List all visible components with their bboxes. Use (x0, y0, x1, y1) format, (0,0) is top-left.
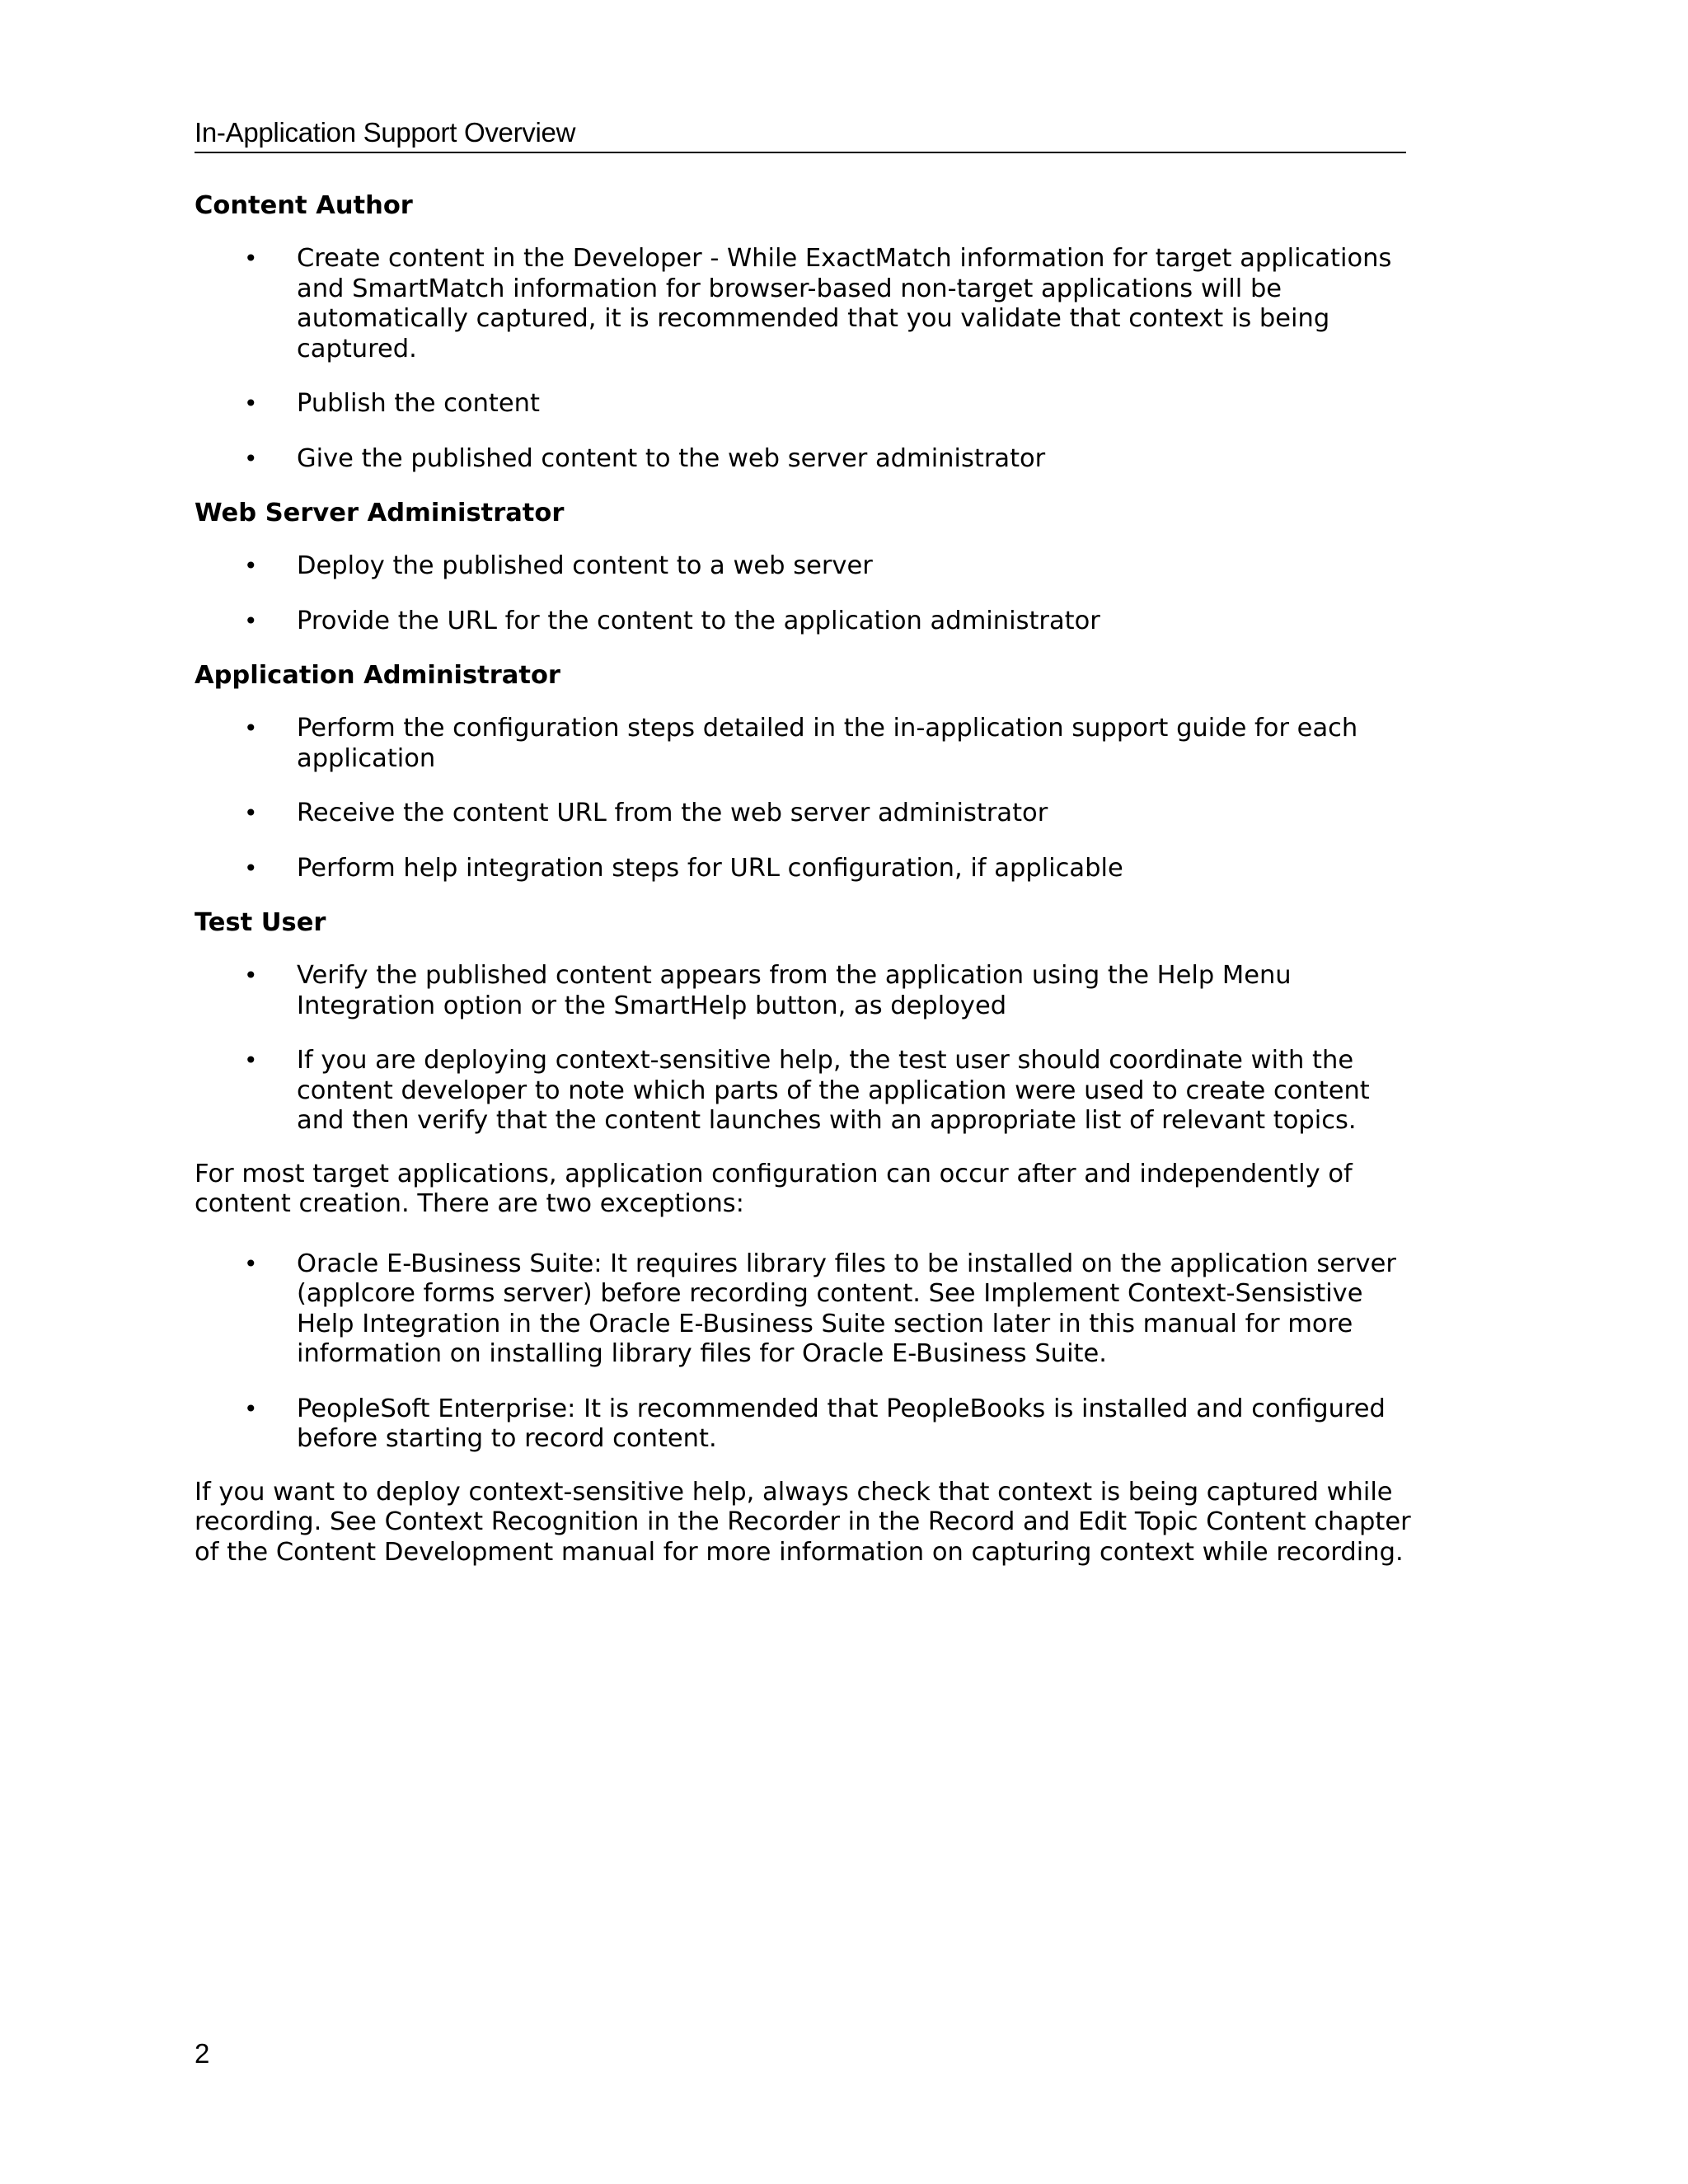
body-paragraph: If you want to deploy context-sensitive help, always check that context is being captured while recording. See Context Recognition in the Recorder in the Record and Edit Topic Content chapter of the Content Development manual for more information on capturing context while recording. (195, 1477, 1411, 1567)
bullet-icon: • (244, 962, 258, 989)
list-item (195, 444, 1414, 475)
bullet-icon: • (244, 245, 258, 272)
list-item-text: If you are deploying context-sensitive help, the test user should coordinate with the content developer to note which parts of the application were used to create content and then verify that the content launches with an appropriate list of relevant topics. (297, 1046, 1370, 1135)
list-item-text: Verify the published content appears from the application using the Help Menu Integration option or the SmartHelp button, as deployed (297, 961, 1292, 1020)
bullet-list (195, 551, 1414, 636)
list-item-text: Create content in the Developer - While ExactMatch information for target applications and SmartMatch information for browser-based non-target applications will be automatically captured, it is recommended that you validate that context is being captured. (297, 244, 1392, 363)
section-heading: Web Server Administrator (195, 499, 565, 527)
bullet-icon: • (244, 444, 258, 472)
list-item (195, 389, 1414, 419)
bullet-list (195, 961, 1414, 1137)
list-item (195, 551, 1414, 582)
bullet-icon: • (244, 1394, 258, 1422)
section-application-administrator (195, 661, 1414, 883)
list-item (195, 961, 1414, 1021)
list-item-text: Perform the configuration steps detailed in the in-application support guide for each application (297, 714, 1358, 773)
bullet-icon: • (244, 1047, 258, 1074)
page-number: 2 (195, 2038, 210, 2069)
list-item-text: Deploy the published content to a web server (297, 551, 873, 580)
list-item (195, 854, 1414, 884)
body-paragraph: For most target applications, application configuration can occur after and independently of content creation. There are two exceptions: (195, 1159, 1353, 1218)
bullet-icon: • (244, 390, 258, 417)
page-content (195, 191, 1414, 1597)
exceptions-list (195, 1249, 1414, 1455)
list-item (195, 1394, 1414, 1455)
bullet-icon: • (244, 715, 258, 742)
bullet-icon: • (244, 607, 258, 635)
bullet-list (195, 714, 1414, 883)
list-item-text: Perform help integration steps for URL configuration, if applicable (297, 853, 1123, 883)
section-test-user (195, 908, 1414, 1137)
list-item-text: Provide the URL for the content to the application administrator (297, 606, 1100, 635)
list-item (195, 714, 1414, 774)
section-heading: Test User (195, 908, 326, 937)
bullet-icon: • (244, 1249, 258, 1277)
bullet-icon: • (244, 799, 258, 827)
list-item (195, 799, 1414, 829)
section-heading: Application Administrator (195, 661, 560, 690)
list-item-text: Receive the content URL from the web server administrator (297, 799, 1048, 827)
list-item (195, 607, 1414, 637)
section-heading: Content Author (195, 191, 413, 220)
list-item-text: Publish the content (297, 389, 540, 418)
list-item-text: Give the published content to the web server administrator (297, 443, 1046, 473)
list-item-text: PeopleSoft Enterprise: It is recommended that PeopleBooks is installed and configured before starting to record content. (297, 1394, 1386, 1453)
list-item-text: Oracle E-Business Suite: It requires library files to be installed on the application server (applcore forms server) before recording content. See Implement Context-Sensistive Help Integration in the Oracle E-Business Suite section later in this manual for more information on installing library files for Oracle E-Business Suite. (297, 1249, 1396, 1368)
list-item (195, 1046, 1414, 1137)
section-web-server-administrator (195, 499, 1414, 636)
list-item (195, 1249, 1414, 1370)
bullet-icon: • (244, 552, 258, 579)
list-item (195, 244, 1414, 364)
section-content-author (195, 191, 1414, 474)
running-header: In-Application Support Overview (195, 114, 1406, 153)
bullet-list (195, 244, 1414, 474)
bullet-icon: • (244, 854, 258, 882)
